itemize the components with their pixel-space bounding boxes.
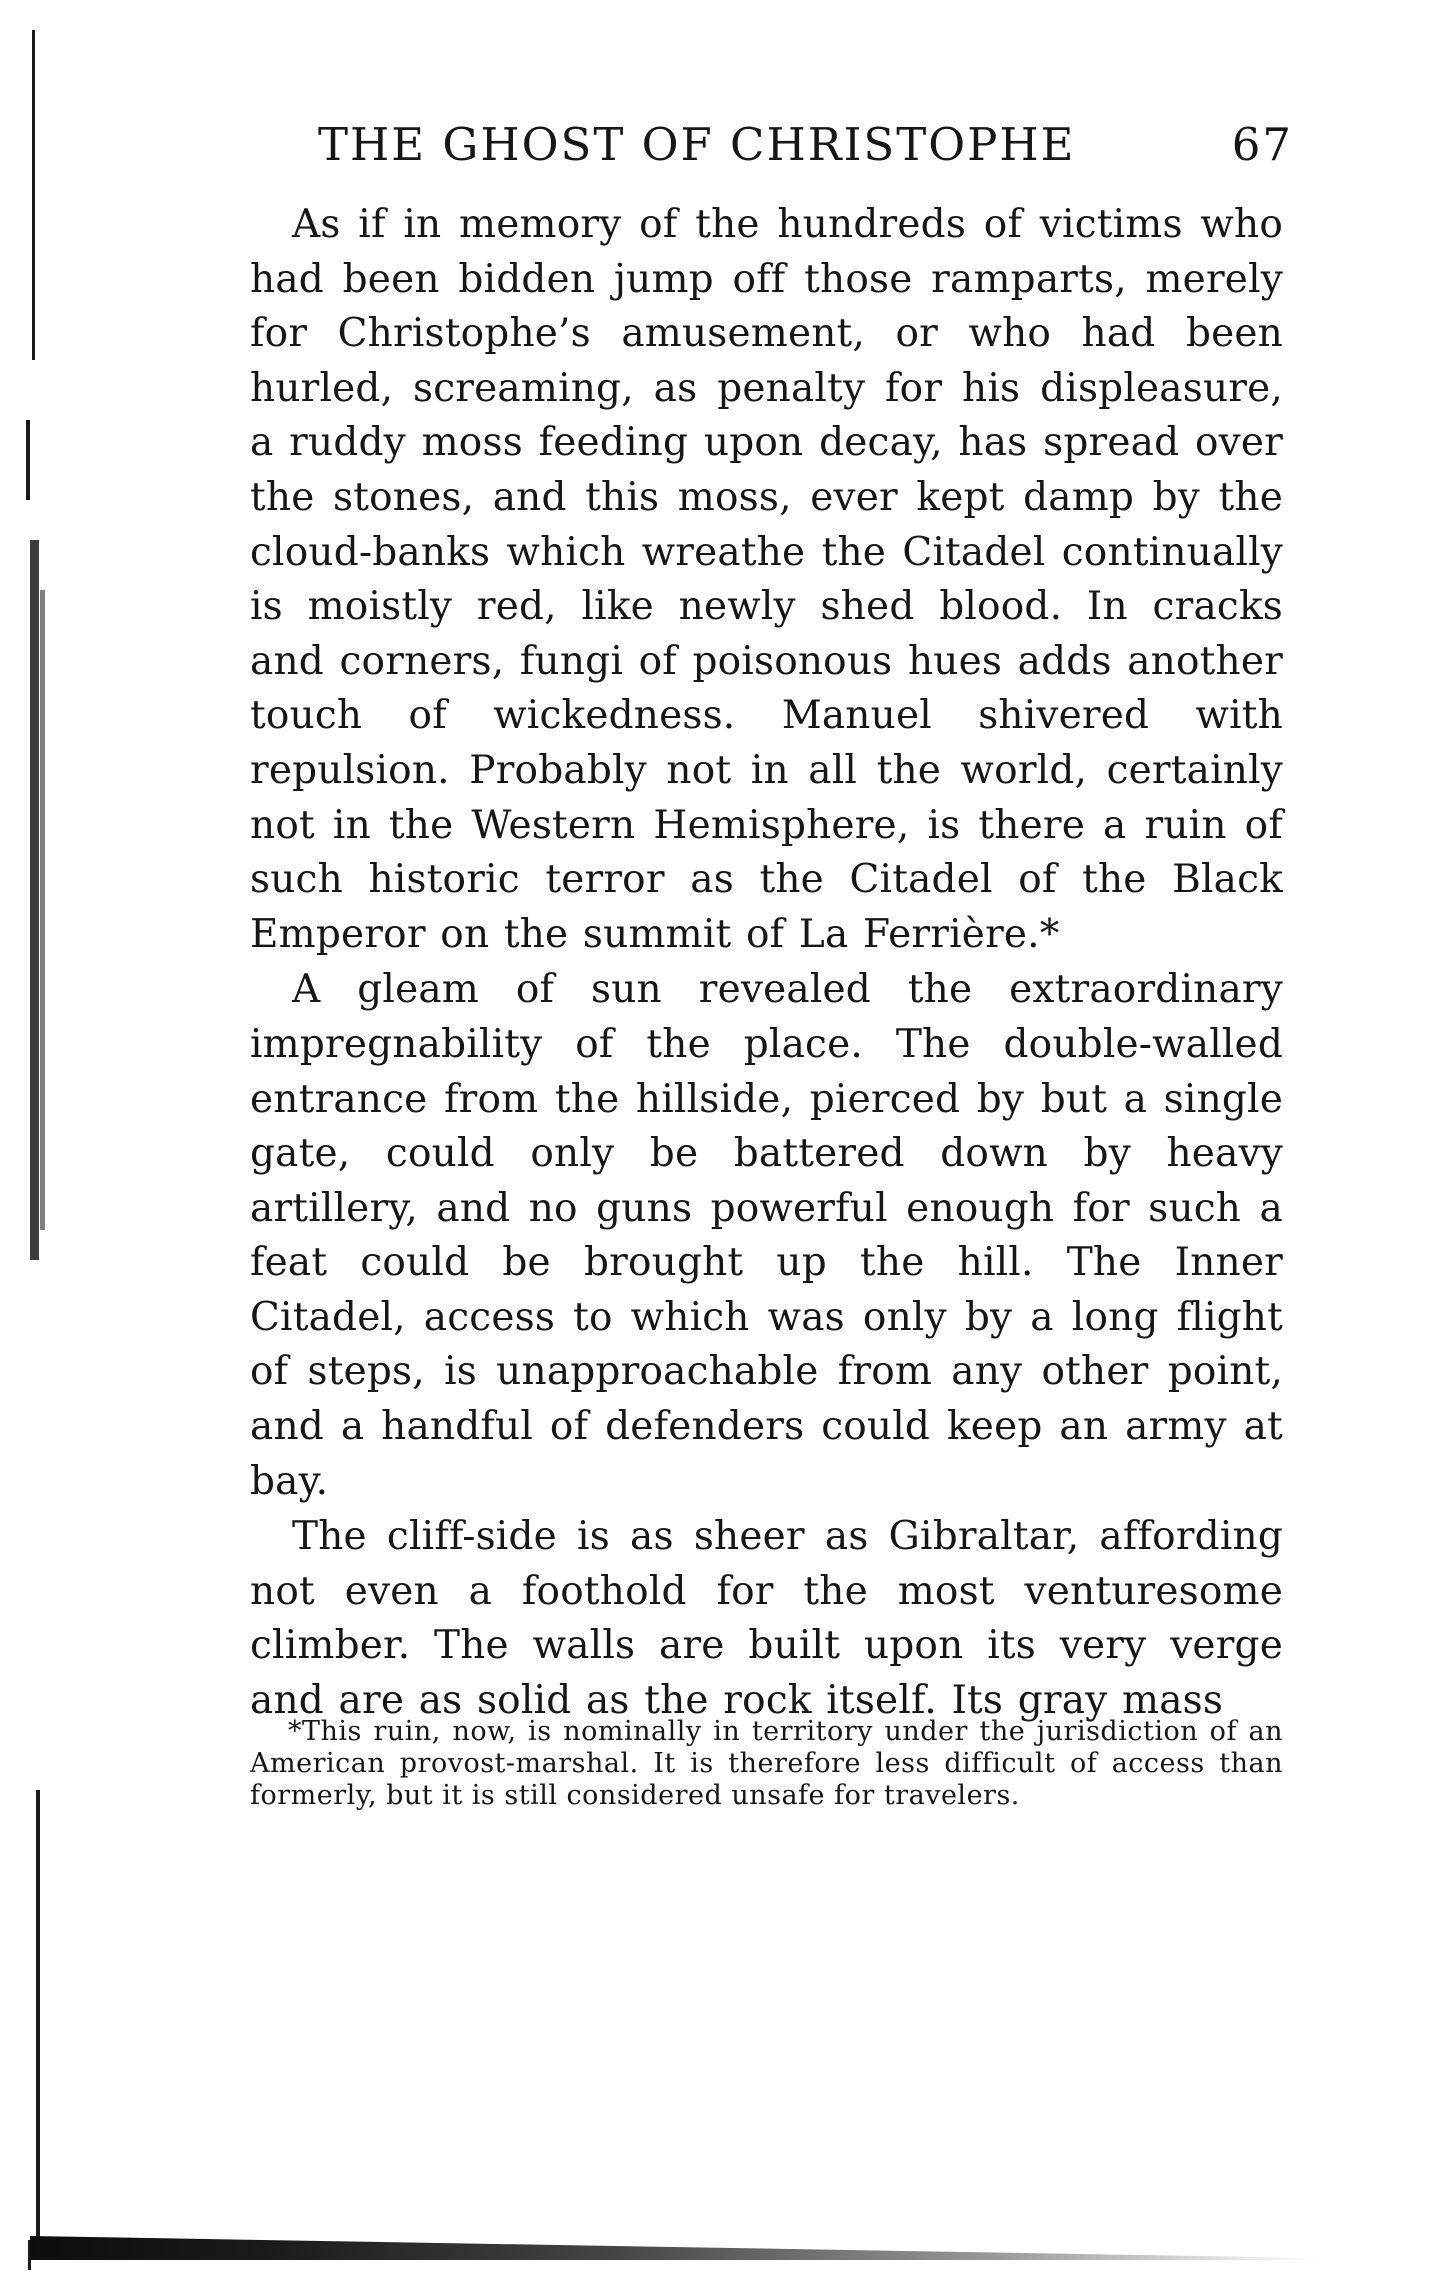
binding-shadow (26, 420, 30, 500)
body-text (250, 198, 1283, 1729)
running-head (318, 118, 1293, 188)
bottom-edge-shadow (30, 2236, 1320, 2260)
footnote: *This ruin, now, is nominally in territory under the jurisdiction of an American provost-marshal. It is therefore less difficult of access than formerly, but it is still considered unsafe for travelers. (250, 1716, 1283, 1811)
binding-shadow (32, 30, 35, 360)
paragraph: The cliff-side is as sheer as Gibraltar, affording not even a foothold for the most venturesome climber. The walls are built upon its very verge and are as solid as the rock itself. Its gray mass (250, 1514, 1283, 1724)
binding-shadow (30, 540, 39, 1260)
binding-shadow (36, 1790, 40, 2250)
binding-shadow (40, 590, 45, 1230)
page-number: 67 (1231, 118, 1293, 171)
paragraph: As if in memory of the hundreds of victims who had been bidden jump off those ramparts, merely for Christophe’s amusement, or who had been hurled, screaming, as penalty for his displeasure, a ruddy moss feeding upon decay, has spread over the stones, and this moss, ever kept damp by the cloud-banks which wreathe the Citadel continually is moistly red, like newly shed blood. In cracks and corners, fungi of poisonous hues adds another touch of wickedness. Manuel shivered with repulsion. Probably not in all the world, certainly not in the Western Hemisphere, is there a ruin of such historic terror as the Citadel of the Black Emperor on the summit of La Ferrière.* (250, 202, 1283, 957)
paragraph: A gleam of sun revealed the extraordinary impregnability of the place. The double-walled entrance from the hillside, pierced by but a single gate, could only be battered down by heavy artillery, and no guns powerful enough for such a feat could be brought up the hill. The Inner Citadel, access to which was only by a long flight of steps, is unapproachable from any other point, and a handful of defenders could keep an army at bay. (250, 967, 1283, 1504)
chapter-title: THE GHOST OF CHRISTOPHE (318, 118, 1076, 171)
